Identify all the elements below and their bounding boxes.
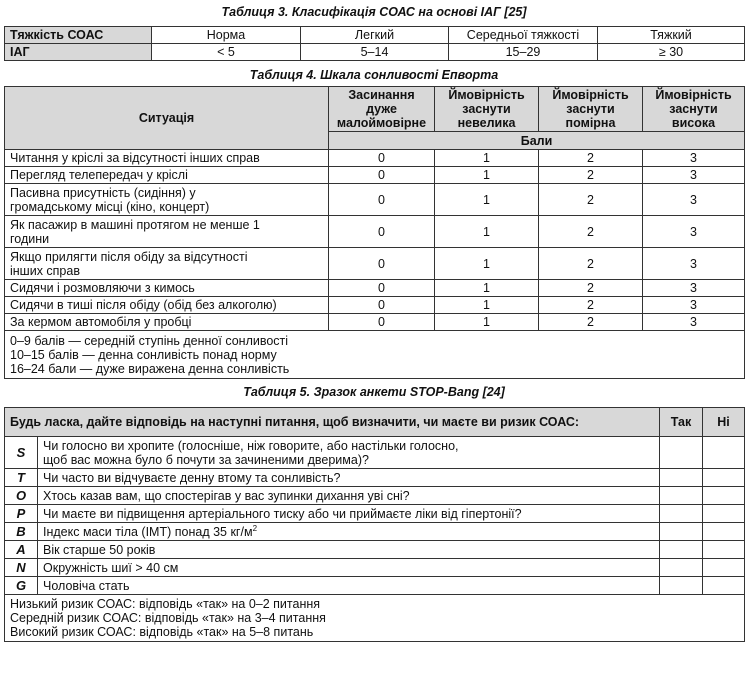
table3-header-cell: Тяжкість СОАС — [5, 27, 152, 44]
table5-question — [38, 541, 660, 559]
table5-notes-row — [5, 595, 745, 642]
table5-answer-no-cell[interactable] — [703, 487, 745, 505]
table4-score: 0 — [329, 184, 435, 216]
table4-row — [5, 216, 745, 248]
table5-caption: Таблиця 5. Зразок анкети STOP-Bang [24] — [243, 385, 505, 399]
table3-cell: ≥ 30 — [598, 44, 745, 61]
table3-header-row — [5, 27, 745, 44]
table3-header-cell: Легкий — [301, 27, 449, 44]
table4-situation: Перегляд телепередач у кріслі — [5, 167, 329, 184]
table4-score: 1 — [435, 248, 539, 280]
table5-answer-no-cell[interactable] — [703, 577, 745, 595]
table4-score: 3 — [643, 184, 745, 216]
table4-header-cell: Засинання дуже малоймовірне — [329, 87, 435, 132]
table4-score: 1 — [435, 184, 539, 216]
table4-situation: Сидячи в тиші після обіду (обід без алкоголю) — [5, 297, 329, 314]
table4-row — [5, 297, 745, 314]
table5-question-line: Чоловіча стать — [43, 578, 130, 593]
table5-question — [38, 487, 660, 505]
table4-score: 2 — [539, 248, 643, 280]
table5-header-yes: Так — [660, 408, 703, 437]
table4-situation: Якщо прилягти після обіду за відсутності інших справ — [5, 248, 329, 280]
table4-score: 0 — [329, 297, 435, 314]
table5-notes — [5, 595, 745, 642]
table5-question-line: Чи маєте ви підвищення артеріального тиску або чи приймаєте ліки від гіпертонії? — [43, 506, 522, 521]
table5-letter: B — [5, 523, 38, 541]
table5-letter: S — [5, 437, 38, 469]
table3-cell: 5–14 — [301, 44, 449, 61]
table4-score: 3 — [643, 216, 745, 248]
table4-header-cell: Ймовірність заснути невелика — [435, 87, 539, 132]
table5-row — [5, 469, 745, 487]
table4-header-cell: Ймовірність заснути висока — [643, 87, 745, 132]
table5-answer-yes-cell[interactable] — [660, 437, 703, 469]
table4-score: 3 — [643, 167, 745, 184]
table3-header-cell: Норма — [152, 27, 301, 44]
table4-score: 2 — [539, 280, 643, 297]
table5-header-question: Будь ласка, дайте відповідь на наступні питання, щоб визначити, чи маєте ви ризик СОАС: — [5, 408, 660, 437]
table5-question — [38, 437, 660, 469]
table5-note: Низький ризик СОАС: відповідь «так» на 0–2 питання — [10, 597, 321, 611]
table5-question-line: Чи часто ви відчуваєте денну втому та сонливість? — [43, 470, 341, 485]
table5-question-line: Чи голосно ви хропите (голосніше, ніж говорите, або настільки голосно, — [43, 438, 459, 453]
table4-header-situation: Ситуація — [5, 87, 329, 150]
table4-situation: Сидячи і розмовляючи з кимось — [5, 280, 329, 297]
table4-score: 2 — [539, 184, 643, 216]
table5-answer-no-cell[interactable] — [703, 469, 745, 487]
table5-answer-yes-cell[interactable] — [660, 577, 703, 595]
table5-row — [5, 505, 745, 523]
table5 — [4, 407, 745, 642]
table5-answer-yes-cell[interactable] — [660, 523, 703, 541]
table5-answer-no-cell[interactable] — [703, 541, 745, 559]
table5-row — [5, 541, 745, 559]
table4-score: 3 — [643, 297, 745, 314]
table4-note: 0–9 балів — середній ступінь денної сонливості — [10, 333, 289, 348]
table4-score: 2 — [539, 216, 643, 248]
table5-letter: A — [5, 541, 38, 559]
table4-row — [5, 248, 745, 280]
table4-notes — [5, 331, 745, 379]
table4-caption: Таблиця 4. Шкала сонливості Епворта — [249, 68, 499, 82]
table4-row — [5, 184, 745, 216]
table5-row — [5, 577, 745, 595]
table5-answer-no-cell[interactable] — [703, 437, 745, 469]
table4-score: 1 — [435, 297, 539, 314]
table3-header-cell: Тяжкий — [598, 27, 745, 44]
table5-note: Високий ризик СОАС: відповідь «так» на 5–8 питань — [10, 625, 314, 639]
table5-letter: T — [5, 469, 38, 487]
table5-question-line: Вік старше 50 років — [43, 542, 156, 557]
table4-note: 10–15 балів — денна сонливість понад норму — [10, 347, 277, 362]
table4-score: 1 — [435, 167, 539, 184]
table5-answer-no-cell[interactable] — [703, 505, 745, 523]
table4-situation: Пасивна присутність (сидіння) у громадському місці (кіно, концерт) — [5, 184, 329, 216]
table4-header-row — [5, 87, 745, 132]
table5-header-row — [5, 408, 745, 437]
table4-score: 0 — [329, 314, 435, 331]
table4-score: 0 — [329, 248, 435, 280]
table5-question — [38, 559, 660, 577]
table4-points-label: Бали — [329, 132, 745, 150]
table3-caption: Таблиця 3. Класифікація СОАС на основі ІАГ [25] — [221, 5, 527, 19]
table3-row — [5, 44, 745, 61]
table4 — [4, 86, 745, 379]
table5-answer-no-cell[interactable] — [703, 559, 745, 577]
table5-letter: N — [5, 559, 38, 577]
table3-header-cell: Середньої тяжкості — [449, 27, 598, 44]
table4-row — [5, 280, 745, 297]
table5-question — [38, 523, 660, 541]
table3-cell: 15–29 — [449, 44, 598, 61]
table4-score: 0 — [329, 280, 435, 297]
table4-header-cell: Ймовірність заснути помірна — [539, 87, 643, 132]
table4-situation: Як пасажир в машині протягом не менше 1 години — [5, 216, 329, 248]
table4-row — [5, 167, 745, 184]
table5-row — [5, 559, 745, 577]
table5-letter: G — [5, 577, 38, 595]
table5-letter: P — [5, 505, 38, 523]
table5-question-line: Окружність шиї > 40 см — [43, 560, 179, 575]
table4-score: 1 — [435, 314, 539, 331]
table4-note: 16–24 бали — дуже виражена денна сонливість — [10, 361, 290, 376]
table4-score: 2 — [539, 150, 643, 167]
table3 — [4, 26, 745, 61]
table5-question — [38, 469, 660, 487]
table4-score: 0 — [329, 167, 435, 184]
table5-question-line: Хтось казав вам, що спостерігав у вас зупинки дихання уві сні? — [43, 488, 410, 503]
table4-score: 3 — [643, 280, 745, 297]
table5-answer-yes-cell[interactable] — [660, 469, 703, 487]
table4-situation: Читання у кріслі за відсутності інших справ — [5, 150, 329, 167]
table4-score: 1 — [435, 216, 539, 248]
table5-question — [38, 577, 660, 595]
table5-letter: O — [5, 487, 38, 505]
table4-score: 2 — [539, 297, 643, 314]
table5-answer-no-cell[interactable] — [703, 523, 745, 541]
table5-note: Середній ризик СОАС: відповідь «так» на 3–4 питання — [10, 611, 326, 625]
table4-score: 1 — [435, 280, 539, 297]
table4-row — [5, 314, 745, 331]
table5-question-line: Індекс маси тіла (ІМТ) понад 35 кг/м — [43, 524, 253, 539]
table4-score: 0 — [329, 216, 435, 248]
table4-score: 2 — [539, 314, 643, 331]
table5-answer-yes-cell[interactable] — [660, 559, 703, 577]
table5-row — [5, 523, 745, 541]
table4-score: 2 — [539, 167, 643, 184]
table4-row — [5, 150, 745, 167]
table4-score: 3 — [643, 150, 745, 167]
table4-score: 3 — [643, 314, 745, 331]
table5-question-line: щоб вас можна було б почути за зачиненими дверима)? — [43, 452, 369, 467]
bmi-unit-superscript: 2 — [252, 523, 258, 533]
table3-cell: ІАГ — [5, 44, 152, 61]
table5-answer-yes-cell[interactable] — [660, 487, 703, 505]
table4-score: 1 — [435, 150, 539, 167]
table4-score: 3 — [643, 248, 745, 280]
table4-score: 0 — [329, 150, 435, 167]
table4-notes-row — [5, 331, 745, 379]
table5-answer-yes-cell[interactable] — [660, 505, 703, 523]
table5-header-no: Ні — [703, 408, 745, 437]
table3-cell: < 5 — [152, 44, 301, 61]
table5-answer-yes-cell[interactable] — [660, 541, 703, 559]
table4-situation: За кермом автомобіля у пробці — [5, 314, 329, 331]
table5-row — [5, 487, 745, 505]
document — [4, 0, 744, 642]
table5-question — [38, 505, 660, 523]
table5-row — [5, 437, 745, 469]
